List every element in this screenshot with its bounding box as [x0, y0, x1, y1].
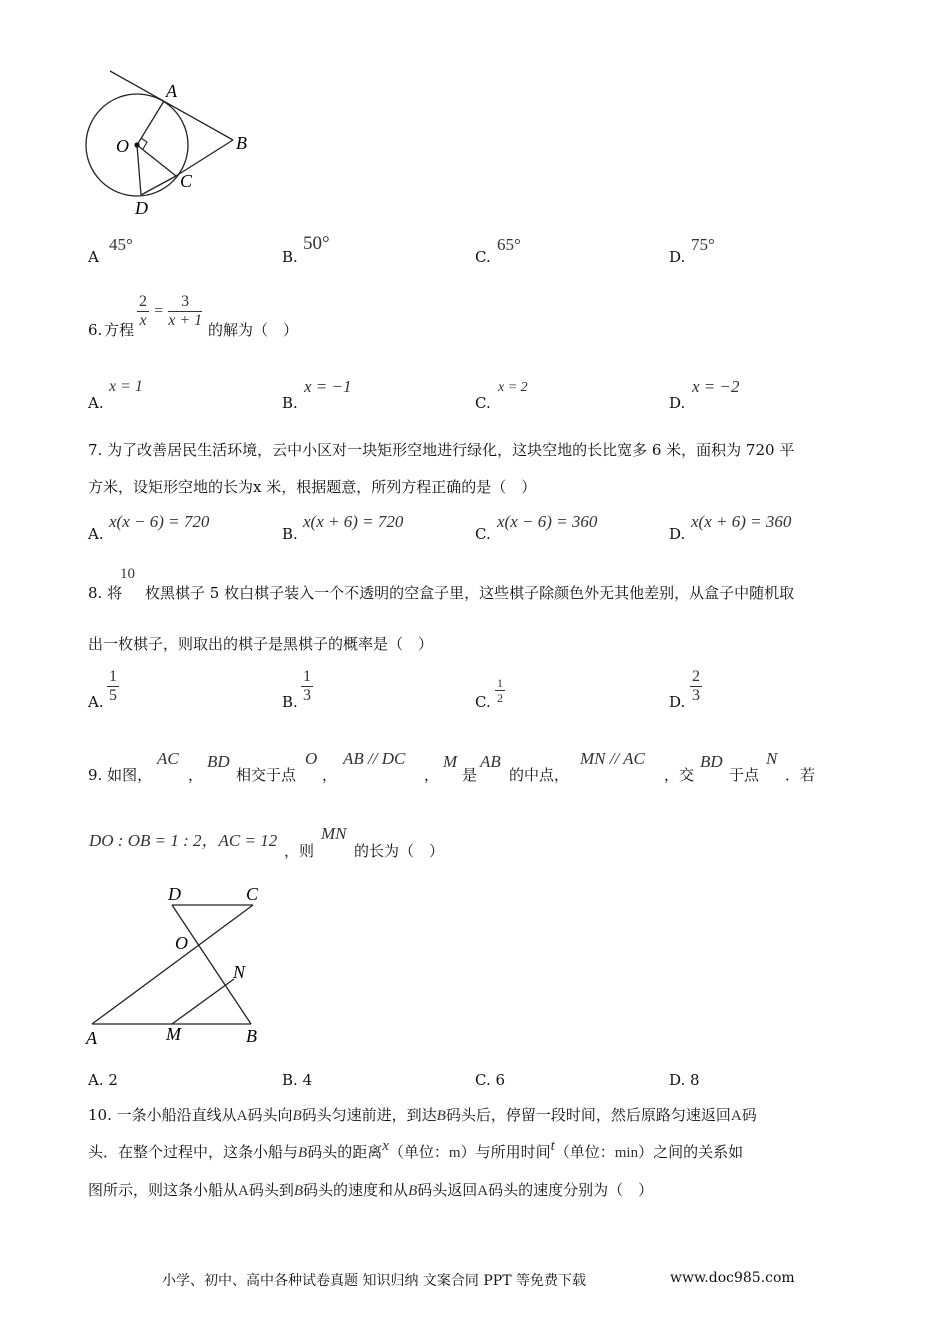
option-value: 75° [691, 235, 715, 254]
option-value: x = −1 [304, 377, 352, 396]
label-a: A [166, 81, 177, 101]
q7-line-2: 方米，设矩形空地的长为x 米，根据题意，所列方程正确的是（ ） [88, 478, 537, 496]
option-letter: D. [669, 248, 686, 266]
q9-option-b[interactable] [282, 1071, 312, 1089]
q10-text: 10. 一条小船沿直线从 [88, 1106, 237, 1124]
q10-text: 码头返回 [417, 1181, 478, 1199]
q6-text-pre: 方程 [104, 321, 135, 339]
q9-text: ．若 [785, 766, 816, 784]
option-letter: B. [282, 693, 298, 711]
option-letter: B. [282, 525, 298, 543]
q10-text: 码头匀速前进，到达 [301, 1106, 437, 1124]
segment-ac [92, 905, 253, 1024]
option-value: 50° [303, 233, 330, 254]
label-d: D [168, 884, 181, 904]
math-unit-m: m [448, 1145, 461, 1161]
right-angle-mark [141, 138, 147, 149]
denominator: 3 [692, 687, 700, 704]
math-ac: AC [157, 749, 179, 768]
q9-text: ， [322, 766, 338, 784]
math-bd: BD [700, 752, 723, 771]
math-condition: DO : OB = 1 : 2，AC = 12 [89, 831, 278, 850]
option-letter: C. [475, 394, 491, 412]
q9-option-a[interactable] [88, 1071, 118, 1089]
q8-line-1: 枚黑棋子 5 枚白棋子装入一个不透明的空盒子里，这些棋子除颜色外无其他差别，从盒子中随机取 [145, 584, 795, 602]
label-o: O [116, 136, 129, 156]
math-a: A [477, 1183, 489, 1199]
q9-text: ，则 [284, 842, 315, 860]
option-letter: A. [88, 1071, 104, 1089]
label-c: C [246, 884, 259, 904]
option-value: x = 2 [498, 380, 528, 395]
center-dot [134, 142, 139, 147]
option-letter: A. [88, 693, 104, 711]
math-b: B [292, 1108, 302, 1124]
q10-text: 码头到 [248, 1181, 294, 1199]
denominator: 5 [109, 687, 117, 704]
q8-prefix: 8. 将 [88, 584, 123, 602]
q10-text: 码头的速度和从 [303, 1181, 409, 1199]
math-ab-parallel-dc: AB // DC [343, 749, 406, 768]
math-o: O [305, 749, 318, 768]
q8-line-2: 出一枚棋子，则取出的棋子是黑棋子的概率是（ ） [88, 635, 434, 653]
option-letter: A. [88, 525, 104, 543]
q8-number-ten: 10 [120, 566, 135, 582]
segment-od [137, 145, 141, 195]
q9-text: 9. 如图， [88, 766, 153, 784]
figure-circle-tangent [80, 65, 270, 220]
option-value: x(x − 6) = 360 [497, 512, 598, 531]
option-letter: B. [282, 1071, 298, 1089]
option-value: x(x − 6) = 720 [109, 512, 210, 531]
math-mn: MN [321, 824, 347, 843]
option-value: 6 [495, 1071, 506, 1089]
math-n: N [766, 749, 778, 768]
q10-text: （单位： [388, 1143, 449, 1161]
q6-equation [137, 293, 202, 330]
option-fraction [495, 676, 505, 705]
option-letter: D. [669, 394, 686, 412]
label-b: B [246, 1026, 257, 1046]
q6-number: 6. [88, 321, 103, 339]
q9-option-c[interactable] [475, 1071, 505, 1089]
math-b: B [408, 1183, 418, 1199]
option-letter: C. [475, 525, 491, 543]
option-letter: C. [475, 248, 491, 266]
q10-text: 码头后，停留一段时间，然后原路匀速返回 [445, 1106, 731, 1124]
option-value: 2 [108, 1071, 118, 1089]
q9-option-d[interactable] [669, 1071, 700, 1089]
label-m: M [166, 1024, 181, 1044]
label-n: N [233, 962, 246, 982]
numerator: 1 [109, 668, 117, 685]
q10-text: 头．在整个过程中，这条小船与 [88, 1143, 299, 1161]
figure-triangles [80, 880, 280, 1050]
math-x: x [382, 1138, 389, 1154]
q9-text: ， [424, 766, 440, 784]
q7-line-1: 7. 为了改善居民生活环境，云中小区对一块矩形空地进行绿化，这块空地的长比宽多 6 米，面积为 720 平 [88, 441, 795, 459]
option-fraction [690, 668, 702, 705]
math-mn-parallel-ac: MN // AC [580, 749, 645, 768]
segment-dc [141, 176, 176, 195]
numerator: 2 [139, 293, 147, 310]
option-letter: C. [475, 693, 491, 711]
option-value: x(x + 6) = 720 [303, 512, 404, 531]
numerator: 1 [497, 676, 503, 690]
option-fraction [301, 668, 313, 705]
numerator: 3 [168, 293, 202, 312]
option-value: x(x + 6) = 360 [691, 512, 792, 531]
q10-line-2 [88, 1138, 744, 1163]
option-letter: D. [669, 1071, 686, 1089]
q10-line-3 [88, 1180, 653, 1201]
option-letter: D. [669, 525, 686, 543]
math-b: B [293, 1183, 304, 1199]
q10-text: 图所示，则这条小船从 [88, 1181, 239, 1199]
q10-text: 码头的速度分别为（ ） [488, 1181, 654, 1199]
option-value: 8 [690, 1071, 700, 1089]
label-b: B [236, 133, 247, 153]
label-a: A [86, 1028, 97, 1048]
math-a: A [238, 1183, 249, 1199]
math-a: A [730, 1108, 742, 1124]
q9-text: 的长为（ ） [354, 842, 445, 860]
q10-text: 码 [741, 1106, 757, 1124]
option-letter: A. [88, 394, 104, 412]
q9-text: 的中点， [509, 766, 570, 784]
denominator: x [139, 312, 147, 329]
math-bd: BD [207, 752, 230, 771]
label-o: O [175, 933, 188, 953]
q6-text-post: 的解为（ ） [208, 321, 299, 339]
numerator: 2 [692, 668, 700, 685]
option-letter: C. [475, 1071, 491, 1089]
q9-text: 于点 [729, 766, 760, 784]
option-value: 65° [497, 235, 521, 254]
fraction-right [168, 293, 202, 330]
option-letter: D. [669, 693, 686, 711]
q10-text: （单位： [554, 1143, 615, 1161]
option-letter: B. [282, 394, 298, 412]
label-d: D [135, 198, 148, 218]
math-b: B [298, 1145, 308, 1161]
footer-text: 小学、初中、高中各种试卷真题 知识归纳 文案合同 PPT 等免费下载 [162, 1273, 586, 1289]
option-letter: A [88, 248, 99, 266]
numerator: 1 [303, 668, 311, 685]
q10-text: ）与所用时间 [460, 1143, 551, 1161]
option-value: x = 1 [109, 378, 143, 395]
math-t: t [550, 1138, 555, 1154]
q9-text: ，交 [664, 766, 695, 784]
option-fraction [107, 668, 119, 705]
option-value: x = −2 [692, 377, 740, 396]
denominator: 3 [303, 687, 311, 704]
q10-text: ）之间的关系如 [638, 1143, 744, 1161]
q9-text: 是 [462, 766, 478, 784]
option-value: 45° [109, 235, 133, 254]
segment-mn [172, 979, 234, 1024]
math-m: M [443, 752, 458, 771]
option-letter: B. [282, 248, 298, 266]
q10-text: 码头的距离 [307, 1143, 383, 1161]
q10-text: 码头向 [247, 1106, 293, 1124]
math-a: A [236, 1108, 248, 1124]
math-unit-min: min [614, 1145, 639, 1161]
label-c: C [180, 171, 193, 191]
equals-sign: = [154, 302, 164, 320]
segment-oc [137, 145, 176, 176]
denominator: x + 1 [168, 312, 203, 329]
footer-link[interactable]: www.doc985.com [670, 1270, 795, 1286]
fraction-left [137, 293, 149, 330]
option-value: 4 [302, 1071, 313, 1089]
math-b: B [436, 1108, 446, 1124]
q10-line-1 [88, 1105, 757, 1126]
q9-text: 相交于点 [236, 766, 297, 784]
denominator: 2 [497, 691, 503, 705]
math-ab: AB [480, 752, 501, 771]
q9-text: ， [188, 766, 204, 784]
